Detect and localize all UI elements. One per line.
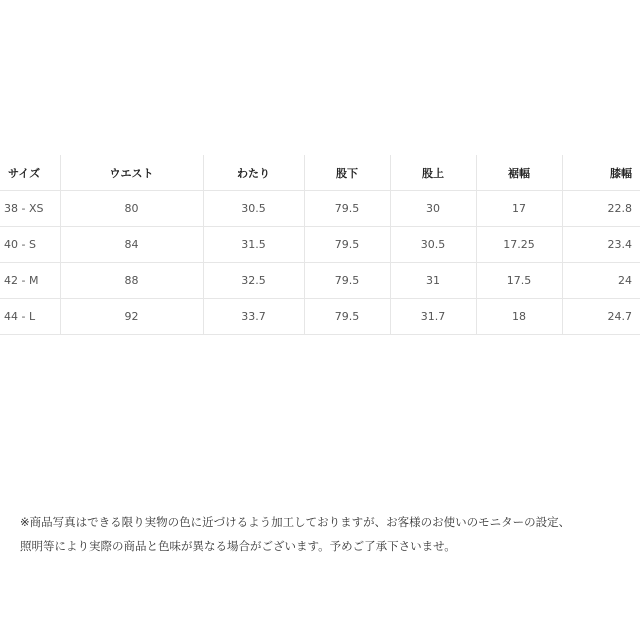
header-waist: ウエスト xyxy=(60,155,203,191)
cell-knee-width: 23.4 xyxy=(562,227,640,263)
cell-knee-width: 24 xyxy=(562,263,640,299)
table-header-row xyxy=(0,155,640,191)
cell-inseam: 79.5 xyxy=(304,227,390,263)
cell-knee-width: 22.8 xyxy=(562,191,640,227)
cell-inseam: 79.5 xyxy=(304,191,390,227)
header-rise: 股上 xyxy=(390,155,476,191)
table-row xyxy=(0,191,640,227)
cell-hem-width: 17 xyxy=(476,191,562,227)
cell-knee-width: 24.7 xyxy=(562,299,640,335)
cell-hem-width: 18 xyxy=(476,299,562,335)
cell-waist: 92 xyxy=(60,299,203,335)
cell-waist: 84 xyxy=(60,227,203,263)
cell-thigh: 33.7 xyxy=(203,299,304,335)
cell-size: 44 - L xyxy=(0,299,60,335)
cell-hem-width: 17.5 xyxy=(476,263,562,299)
note-line: ※商品写真はできる限り実物の色に近づけるよう加工しておりますが、お客様のお使いのモニターの設定、 xyxy=(20,515,571,529)
cell-size: 42 - M xyxy=(0,263,60,299)
cell-inseam: 79.5 xyxy=(304,299,390,335)
cell-rise: 31.7 xyxy=(390,299,476,335)
cell-hem-width: 17.25 xyxy=(476,227,562,263)
cell-waist: 80 xyxy=(60,191,203,227)
cell-thigh: 30.5 xyxy=(203,191,304,227)
cell-thigh: 31.5 xyxy=(203,227,304,263)
cell-rise: 31 xyxy=(390,263,476,299)
cell-size: 40 - S xyxy=(0,227,60,263)
header-inseam: 股下 xyxy=(304,155,390,191)
color-disclaimer-note xyxy=(20,510,630,558)
header-hem-width: 裾幅 xyxy=(476,155,562,191)
note-line: 照明等により実際の商品と色味が異なる場合がございます。予めご了承下さいませ。 xyxy=(20,539,456,553)
header-size: サイズ xyxy=(0,155,60,191)
cell-thigh: 32.5 xyxy=(203,263,304,299)
header-knee-width: 膝幅 xyxy=(562,155,640,191)
cell-size: 38 - XS xyxy=(0,191,60,227)
table-row xyxy=(0,227,640,263)
header-thigh: わたり xyxy=(203,155,304,191)
size-table xyxy=(0,155,640,335)
cell-inseam: 79.5 xyxy=(304,263,390,299)
cell-rise: 30 xyxy=(390,191,476,227)
table-row xyxy=(0,299,640,335)
cell-rise: 30.5 xyxy=(390,227,476,263)
table-row xyxy=(0,263,640,299)
cell-waist: 88 xyxy=(60,263,203,299)
